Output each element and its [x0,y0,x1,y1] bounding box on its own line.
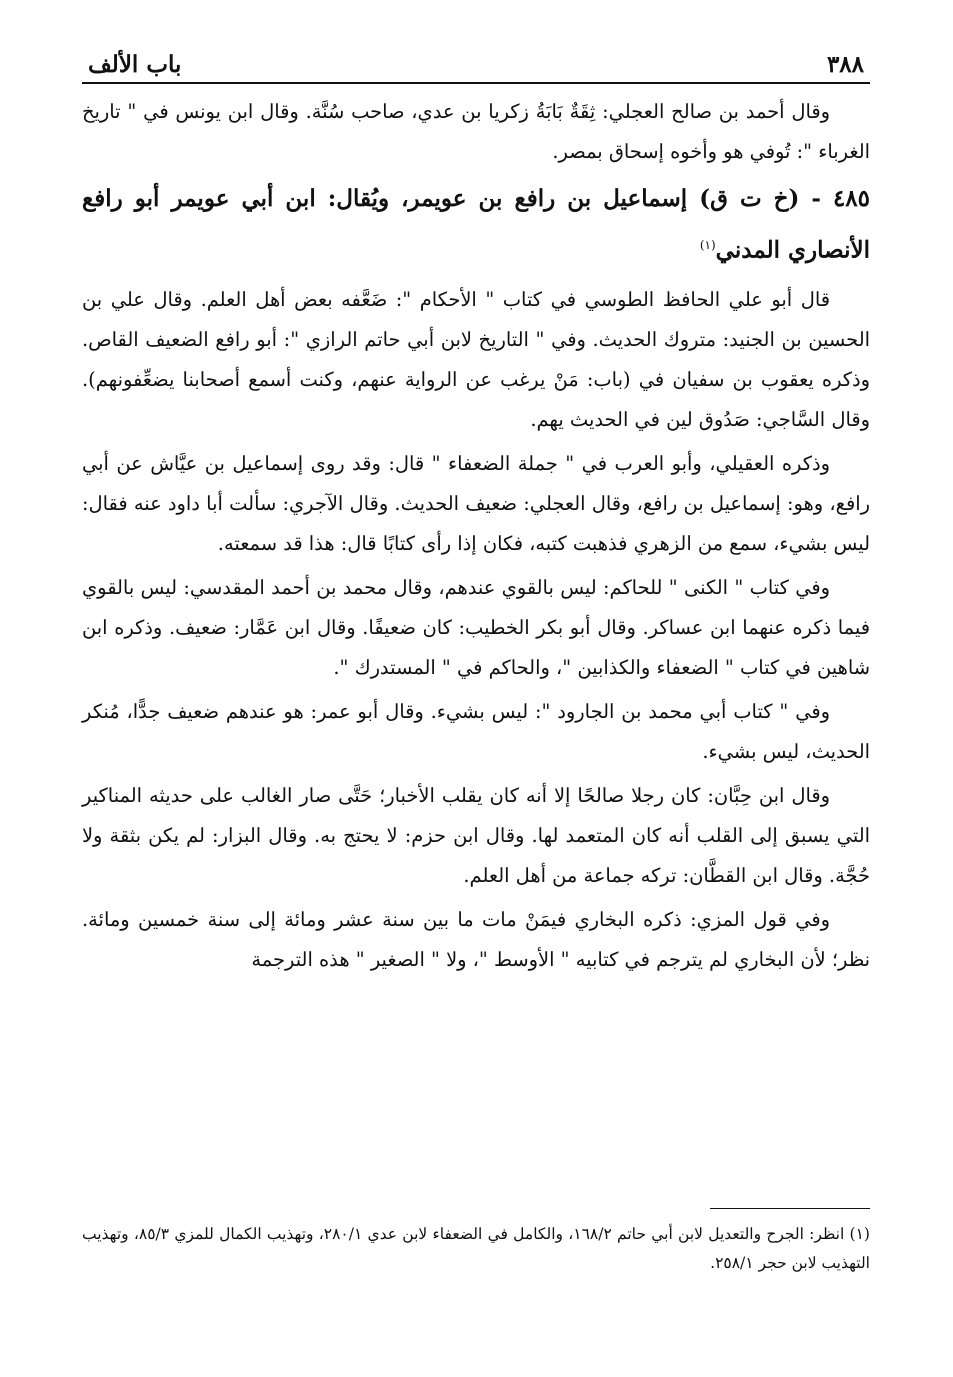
paragraph-ibn-jarud: وفي " كتاب أبي محمد بن الجارود ": ليس بشيء. وقال أبو عمر: هو عندهم ضعيف جدًّا، مُنكر الحديث، ليس بشيء. [82,699,870,763]
footnote-divider [710,1208,870,1209]
paragraph-ibn-hibban: وقال ابن حِبَّان: كان رجلا صالحًا إلا أنه كان يقلب الأخبار؛ حَتَّى صار الغالب على حديثه المناكير التي يسبق إلى القلب أنه كان المتعمد لها. وقال ابن حزم: لا يحتج به. وقال البزار: لم يكن بثقة ولا حُجَّة. وقال ابن القطَّان: تركه جماعة من أهل العلم. [82,783,870,887]
footnote-1: (١) انظر: الجرح والتعديل لابن أبي حاتم ١٦٨/٢، والكامل في الضعفاء لابن عدي ٢٨٠/١، وتهذيب الكمال للمزي ٨٥/٣، وتهذيب التهذيب لابن حجر ٢٥٨/١. [82,1225,870,1272]
paragraph-tusi-ibn-junayd: قال أبو علي الحافظ الطوسي في كتاب " الأحكام ": ضَعَّفه بعض أهل العلم. وقال علي بن الحسين بن الجنيد: متروك الحديث. وفي " التاريخ لابن أبي حاتم الرازي ": أبو رافع الضعيف القاص. وذكره يعقوب بن سفيان في (باب: مَنْ يرغب عن الرواية عنهم، وكنت أسمع أصحابنا يضعِّفونهم). وقال السَّاجي: صَدُوق لين في الحديث يهم. [82,287,870,431]
footnote-marker: (١) [699,238,716,252]
page-body [82,92,870,980]
paragraph-kuna-hakim: وفي كتاب " الكنى " للحاكم: ليس بالقوي عندهم، وقال محمد بن أحمد المقدسي: ليس بالقوي فيما ذكره عنهما ابن عساكر. وقال أبو بكر الخطيب: كان ضعيفًا. وقال ابن عَمَّار: ضعيف. وذكره ابن شاهين في كتاب " الضعفاء والكذابين "، والحاكم في " المستدرك ". [82,575,870,679]
page-number: ٣٨٨ [826,51,864,78]
entry-heading [82,176,870,274]
book-page [82,40,870,1272]
paragraph-uqayli-ajurri: وذكره العقيلي، وأبو العرب في " جملة الضعفاء " قال: وقد روى إسماعيل بن عيَّاش عن أبي رافع، وهو: إسماعيل بن رافع، وقال العجلي: ضعيف الحديث. وقال الآجري: سألت أبا داود عنه فقال: ليس بشيء، سمع من الزهري فذهبت كتبه، فكان إذا رأى كتابًا قال: هذا قد سمعته. [82,451,870,555]
running-header [82,40,870,84]
entry-heading-text: ٤٨٥ - (خ ت ق) إسماعيل بن رافع بن عويمر، ويُقال: ابن أبي عويمر أبو رافع الأنصاري المدني [82,185,870,264]
paragraph-ajli-ibn-yunus: وقال أحمد بن صالح العجلي: ثِقَةٌ بَابَةُ زكريا بن عدي، صاحب سُنَّة. وقال ابن يونس في " تاريخ الغرباء ": تُوفي هو وأخوه إسحاق بمصر. [82,100,870,163]
chapter-title: باب الألف [88,51,182,78]
paragraph-mizzi: وفي قول المزي: ذكره البخاري فيمَنْ مات ما بين سنة عشر ومائة إلى سنة خمسين ومائة. نظر؛ لأن البخاري لم يترجم في كتابيه " الأوسط "، ولا " الصغير " هذه الترجمة [82,907,870,971]
